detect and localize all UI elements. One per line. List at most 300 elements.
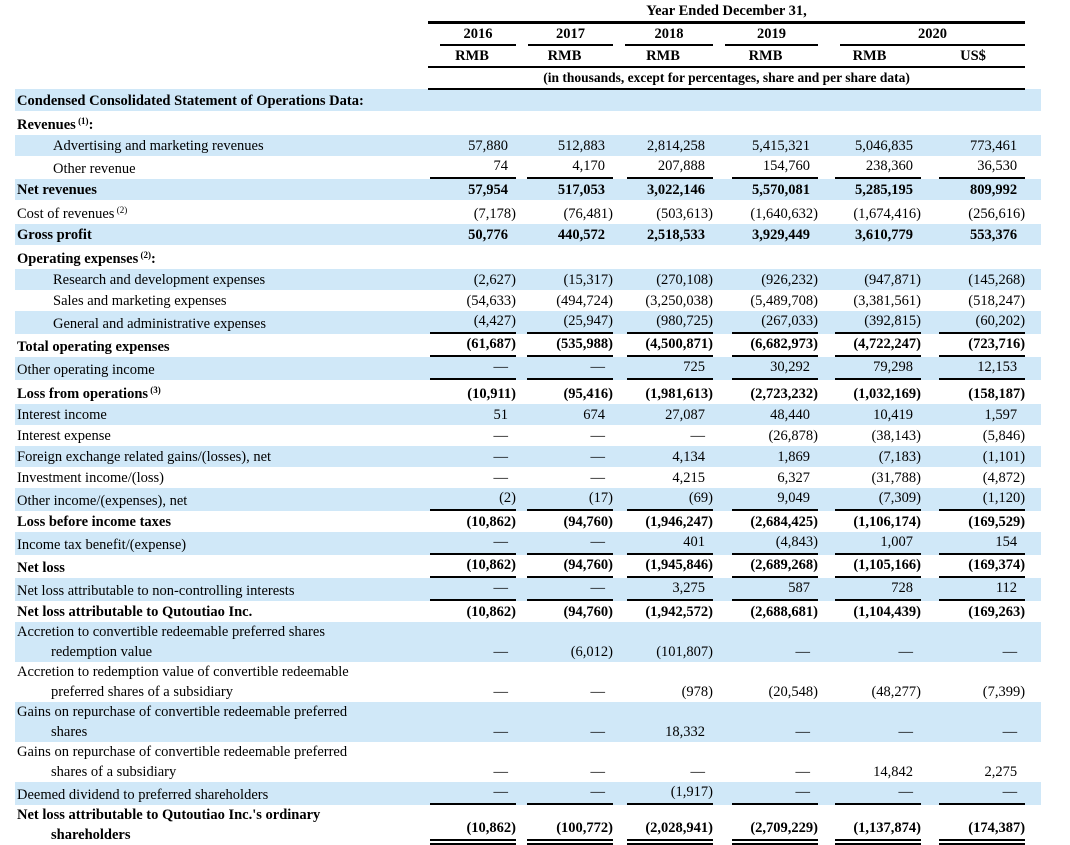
value-text: — xyxy=(493,580,508,596)
row-label xyxy=(15,467,428,488)
table-row xyxy=(15,467,1041,488)
value-text: (10,862) xyxy=(466,604,516,620)
value-box xyxy=(732,447,818,467)
value-cell xyxy=(516,555,613,578)
value-text: (6,012) xyxy=(570,644,613,660)
value-text: 50,776 xyxy=(468,227,508,243)
currency-col-4: RMB xyxy=(713,46,818,67)
value-box xyxy=(732,249,818,269)
value-box xyxy=(627,136,713,156)
value-cell xyxy=(713,404,818,425)
table-row xyxy=(15,662,1041,702)
row-right-spacer xyxy=(1025,404,1041,425)
value-text: — xyxy=(493,534,508,550)
value-text: 238,360 xyxy=(865,158,913,174)
value-cell xyxy=(613,156,713,179)
value-cell xyxy=(921,467,1025,488)
header-row-years xyxy=(15,23,1041,47)
value-box xyxy=(835,115,921,135)
value-cell xyxy=(818,334,921,357)
value-box xyxy=(939,204,1025,224)
value-text: 9,049 xyxy=(777,490,810,506)
value-cell xyxy=(921,601,1025,622)
value-cell xyxy=(516,446,613,467)
value-cell xyxy=(818,488,921,511)
value-text: 5,415,321 xyxy=(752,138,810,154)
value-text: (61,687) xyxy=(466,336,516,352)
value-box xyxy=(835,762,921,782)
value-text: — xyxy=(795,724,810,740)
value-box xyxy=(527,468,613,488)
value-text: (1,101) xyxy=(982,449,1026,465)
header-row-currencies xyxy=(15,46,1041,67)
value-text: 773,461 xyxy=(969,138,1018,154)
value-cell xyxy=(613,511,713,532)
value-cell xyxy=(921,311,1025,334)
row-right-spacer xyxy=(1025,782,1041,805)
value-text: — xyxy=(493,428,508,444)
value-text: (101,807) xyxy=(656,644,713,660)
value-text: — xyxy=(590,470,605,486)
value-text: (535,988) xyxy=(556,336,613,352)
value-cell xyxy=(818,380,921,404)
value-box xyxy=(835,818,921,845)
value-text: (25,947) xyxy=(563,313,613,329)
value-box xyxy=(627,91,713,111)
table-row xyxy=(15,200,1041,224)
value-box xyxy=(732,270,818,290)
value-cell xyxy=(818,702,921,742)
value-box xyxy=(527,291,613,311)
row-label xyxy=(15,702,428,742)
value-box xyxy=(527,532,613,555)
value-cell xyxy=(428,224,516,245)
table-row xyxy=(15,425,1041,446)
value-cell xyxy=(921,578,1025,601)
value-box xyxy=(627,225,713,245)
row-label xyxy=(15,511,428,532)
value-text: (17) xyxy=(588,490,613,506)
row-label-line2: preferred shares of a subsidiary xyxy=(51,684,233,700)
value-text: (15,317) xyxy=(563,272,613,288)
value-cell xyxy=(921,200,1025,224)
value-cell xyxy=(921,135,1025,156)
value-cell xyxy=(713,446,818,467)
value-box xyxy=(835,682,921,702)
value-box xyxy=(835,642,921,662)
table-row xyxy=(15,245,1041,269)
value-text xyxy=(609,93,613,109)
value-box xyxy=(835,357,921,380)
value-cell xyxy=(613,311,713,334)
value-box xyxy=(430,357,516,380)
value-cell xyxy=(921,380,1025,404)
value-text: 3,022,146 xyxy=(647,182,705,198)
row-right-spacer xyxy=(1025,488,1041,511)
value-cell xyxy=(921,404,1025,425)
row-right-spacer xyxy=(1025,662,1041,702)
value-text: 3,610,779 xyxy=(855,227,913,243)
value-text: — xyxy=(690,764,705,780)
row-right-spacer xyxy=(1025,290,1041,311)
value-box xyxy=(939,180,1025,200)
value-box xyxy=(939,682,1025,702)
value-cell xyxy=(921,89,1025,111)
value-box xyxy=(627,180,713,200)
value-cell xyxy=(428,357,516,380)
value-box xyxy=(627,426,713,446)
value-cell xyxy=(428,578,516,601)
value-cell xyxy=(921,742,1025,782)
value-cell xyxy=(613,488,713,511)
value-text: (7,183) xyxy=(878,449,921,465)
value-cell xyxy=(516,380,613,404)
value-box xyxy=(939,115,1025,135)
row-label xyxy=(15,200,428,224)
currency-col-5: RMB xyxy=(818,46,921,67)
value-box xyxy=(939,782,1025,805)
value-cell xyxy=(818,511,921,532)
value-text: (76,481) xyxy=(563,206,613,222)
value-cell xyxy=(428,425,516,446)
value-cell xyxy=(516,200,613,224)
value-box xyxy=(939,225,1025,245)
value-box xyxy=(835,291,921,311)
value-text: (1,032,169) xyxy=(853,386,921,402)
value-box xyxy=(430,136,516,156)
value-cell xyxy=(428,555,516,578)
row-right-spacer xyxy=(1025,425,1041,446)
value-text: — xyxy=(898,644,913,660)
value-box xyxy=(835,270,921,290)
value-text: (10,862) xyxy=(466,514,516,530)
value-box xyxy=(939,357,1025,380)
value-text: (5,489,708) xyxy=(750,293,818,309)
value-box xyxy=(732,115,818,135)
row-label-line2: shares xyxy=(51,724,88,740)
value-text xyxy=(1021,251,1025,267)
row-label xyxy=(15,782,428,805)
row-label xyxy=(15,357,428,380)
value-cell xyxy=(516,290,613,311)
value-text: (1,942,572) xyxy=(645,604,713,620)
value-text: — xyxy=(590,684,605,700)
value-cell xyxy=(713,467,818,488)
value-box xyxy=(627,291,713,311)
currency-col-6: US$ xyxy=(921,46,1025,67)
value-text: 2,814,258 xyxy=(647,138,705,154)
row-label-text: Research and development expenses xyxy=(53,272,266,288)
value-cell xyxy=(818,467,921,488)
value-box xyxy=(527,555,613,578)
value-box xyxy=(939,426,1025,446)
value-cell xyxy=(818,662,921,702)
row-label-text: Deemed dividend to preferred shareholders xyxy=(17,787,269,803)
value-cell xyxy=(713,290,818,311)
table-row xyxy=(15,601,1041,622)
value-text: (267,033) xyxy=(761,313,818,329)
header-row-note xyxy=(15,67,1041,89)
value-box xyxy=(627,204,713,224)
value-box xyxy=(939,642,1025,662)
value-cell xyxy=(713,578,818,601)
value-text: (3,250,038) xyxy=(645,293,713,309)
row-label xyxy=(15,742,428,782)
value-cell xyxy=(516,334,613,357)
row-label-text: Revenues xyxy=(17,117,76,133)
value-cell xyxy=(818,269,921,290)
value-box xyxy=(732,602,818,622)
value-box xyxy=(527,642,613,662)
table-row xyxy=(15,380,1041,404)
value-text: (1,104,439) xyxy=(853,604,921,620)
value-text: — xyxy=(493,449,508,465)
value-box xyxy=(627,722,713,742)
value-cell xyxy=(713,224,818,245)
value-text: 4,170 xyxy=(572,158,605,174)
value-box xyxy=(627,115,713,135)
row-right-spacer xyxy=(1025,111,1041,135)
value-cell xyxy=(516,702,613,742)
value-box xyxy=(835,225,921,245)
value-cell xyxy=(818,622,921,662)
table-row xyxy=(15,357,1041,380)
value-box xyxy=(527,136,613,156)
value-box xyxy=(430,405,516,425)
value-box xyxy=(835,91,921,111)
value-text: (2,688,681) xyxy=(750,604,818,620)
value-text: — xyxy=(590,449,605,465)
value-box xyxy=(732,204,818,224)
value-text: — xyxy=(795,784,810,800)
row-right-spacer xyxy=(1025,380,1041,404)
row-label-text: Cost of revenues xyxy=(17,206,115,222)
value-text: (1,981,613) xyxy=(645,386,713,402)
value-text: 1,597 xyxy=(984,407,1018,423)
value-text: — xyxy=(493,764,508,780)
value-box xyxy=(835,180,921,200)
value-text xyxy=(609,251,613,267)
row-right-spacer xyxy=(1025,622,1041,662)
value-box xyxy=(430,642,516,662)
value-cell xyxy=(516,805,613,845)
value-cell xyxy=(428,511,516,532)
row-label-text: General and administrative expenses xyxy=(53,316,266,332)
value-cell xyxy=(921,532,1025,555)
value-text: (158,187) xyxy=(968,386,1026,402)
value-box xyxy=(430,512,516,532)
value-text: (518,247) xyxy=(968,293,1026,309)
year-ended-title: Year Ended December 31, xyxy=(428,0,1025,23)
value-box xyxy=(835,488,921,511)
value-box xyxy=(527,357,613,380)
year-col-2017: 2017 xyxy=(516,23,613,47)
value-text: — xyxy=(493,644,508,660)
value-text: (3,381,561) xyxy=(853,293,921,309)
value-cell xyxy=(428,245,516,269)
value-cell xyxy=(516,662,613,702)
value-box xyxy=(430,115,516,135)
value-cell xyxy=(428,488,516,511)
value-text: 3,929,449 xyxy=(752,227,810,243)
value-cell xyxy=(613,467,713,488)
table-row xyxy=(15,555,1041,578)
value-cell xyxy=(428,334,516,357)
value-box xyxy=(627,512,713,532)
value-text: 6,327 xyxy=(777,470,810,486)
value-text xyxy=(1021,93,1025,109)
value-text xyxy=(709,251,713,267)
row-label-text: Interest expense xyxy=(17,428,111,444)
value-text: 57,954 xyxy=(468,182,508,198)
value-box xyxy=(939,468,1025,488)
row-label-text: Other income/(expenses), net xyxy=(17,493,188,509)
value-cell xyxy=(516,357,613,380)
value-cell xyxy=(428,156,516,179)
row-label xyxy=(15,380,428,404)
value-text: (947,871) xyxy=(864,272,921,288)
value-text: 10,419 xyxy=(873,407,913,423)
value-box xyxy=(732,291,818,311)
row-label xyxy=(15,179,428,200)
value-text: (392,815) xyxy=(864,313,921,329)
value-box xyxy=(939,249,1025,269)
value-text: (7,399) xyxy=(982,684,1026,700)
value-cell xyxy=(713,702,818,742)
value-cell xyxy=(428,742,516,782)
value-text: 2,275 xyxy=(984,764,1018,780)
value-box xyxy=(835,334,921,357)
value-cell xyxy=(613,601,713,622)
value-text: (1,946,247) xyxy=(645,514,713,530)
value-text: 553,376 xyxy=(969,227,1018,243)
value-text: 725 xyxy=(683,359,705,375)
value-text: (723,716) xyxy=(968,336,1026,352)
row-label xyxy=(15,404,428,425)
value-box xyxy=(430,818,516,845)
value-cell xyxy=(818,357,921,380)
row-label xyxy=(15,805,428,845)
value-box xyxy=(430,488,516,511)
value-cell xyxy=(516,156,613,179)
value-text: (4,722,247) xyxy=(853,336,921,352)
row-right-spacer xyxy=(1025,224,1041,245)
value-text: (169,374) xyxy=(968,557,1026,573)
row-label-text: Gross profit xyxy=(17,227,92,243)
value-box xyxy=(430,468,516,488)
value-box xyxy=(627,156,713,179)
value-box xyxy=(430,532,516,555)
value-text: — xyxy=(590,724,605,740)
table-row xyxy=(15,290,1041,311)
value-text: — xyxy=(1002,724,1018,740)
value-box xyxy=(430,762,516,782)
row-label-text: Total operating expenses xyxy=(17,339,170,355)
value-cell xyxy=(921,805,1025,845)
value-text: (2,709,229) xyxy=(750,820,818,836)
row-label xyxy=(15,290,428,311)
value-box xyxy=(527,156,613,179)
value-cell xyxy=(613,135,713,156)
currency-col-2: RMB xyxy=(516,46,613,67)
value-box xyxy=(835,136,921,156)
row-right-spacer xyxy=(1025,245,1041,269)
year-col-2018: 2018 xyxy=(613,23,713,47)
value-cell xyxy=(613,532,713,555)
value-box xyxy=(732,405,818,425)
value-cell xyxy=(921,782,1025,805)
value-cell xyxy=(613,111,713,135)
row-label xyxy=(15,578,428,601)
value-text: (4,872) xyxy=(982,470,1026,486)
value-cell xyxy=(713,179,818,200)
table-row xyxy=(15,179,1041,200)
value-box xyxy=(835,405,921,425)
value-text: — xyxy=(898,724,913,740)
value-cell xyxy=(516,622,613,662)
row-label-suffix: : xyxy=(150,251,156,267)
value-text: (1,105,166) xyxy=(853,557,921,573)
value-box xyxy=(527,91,613,111)
row-right-spacer xyxy=(1025,89,1041,111)
value-cell xyxy=(428,380,516,404)
value-box xyxy=(527,384,613,404)
table-row xyxy=(15,334,1041,357)
value-cell xyxy=(921,179,1025,200)
value-text: 74 xyxy=(493,158,508,174)
value-cell xyxy=(516,488,613,511)
value-box xyxy=(835,447,921,467)
row-label-text: Interest income xyxy=(17,407,107,423)
value-box xyxy=(939,818,1025,845)
value-text: 27,087 xyxy=(665,407,705,423)
value-text: (926,232) xyxy=(761,272,818,288)
value-box xyxy=(527,270,613,290)
value-text: — xyxy=(493,724,508,740)
value-box xyxy=(732,180,818,200)
value-cell xyxy=(613,742,713,782)
value-cell xyxy=(713,269,818,290)
row-label-text: Advertising and marketing revenues xyxy=(53,138,264,154)
table-row xyxy=(15,446,1041,467)
value-cell xyxy=(921,245,1025,269)
value-text xyxy=(917,117,921,133)
value-box xyxy=(835,578,921,601)
value-box xyxy=(527,447,613,467)
value-text: 5,285,195 xyxy=(855,182,913,198)
row-label-text: Net loss attributable to non-controlling interests xyxy=(17,583,295,599)
row-label-line2: shares of a subsidiary xyxy=(51,764,177,780)
value-cell xyxy=(613,662,713,702)
currency-col-3: RMB xyxy=(613,46,713,67)
value-text: 36,530 xyxy=(977,158,1018,174)
value-text: 809,992 xyxy=(969,182,1018,198)
row-label-text: Sales and marketing expenses xyxy=(53,293,227,309)
value-cell xyxy=(516,782,613,805)
value-box xyxy=(430,225,516,245)
value-cell xyxy=(713,156,818,179)
value-text: (69) xyxy=(688,490,713,506)
row-label xyxy=(15,224,428,245)
value-cell xyxy=(428,532,516,555)
value-cell xyxy=(613,425,713,446)
value-box xyxy=(732,426,818,446)
value-text xyxy=(709,117,713,133)
value-box xyxy=(430,249,516,269)
value-text: (503,613) xyxy=(656,206,713,222)
value-text: 440,572 xyxy=(557,227,605,243)
value-text xyxy=(917,93,921,109)
